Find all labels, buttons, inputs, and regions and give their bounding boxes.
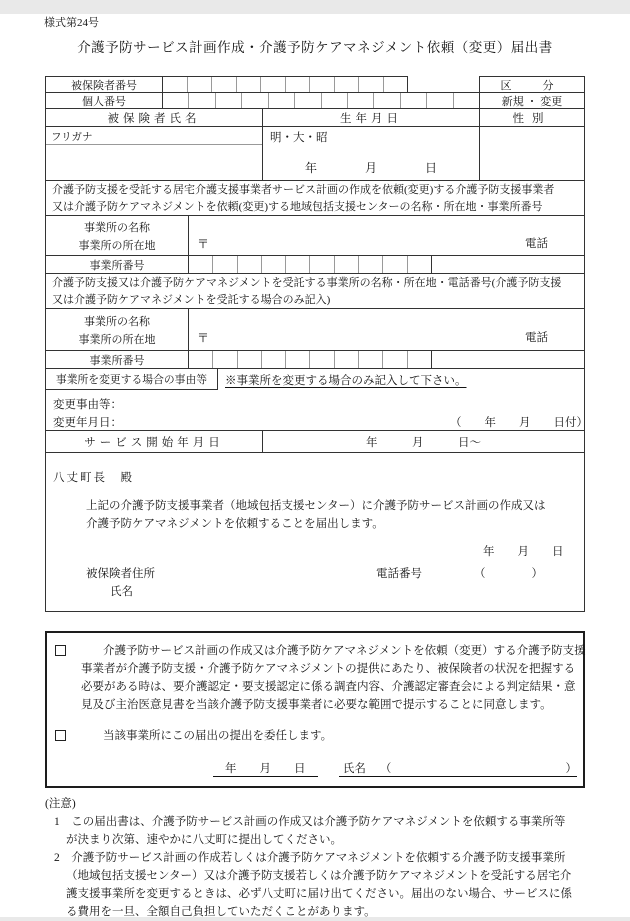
row-gap bbox=[408, 76, 479, 92]
section1-note-row bbox=[46, 181, 584, 216]
change-reason-label: 事業所を変更する場合の事由等 bbox=[46, 369, 218, 390]
signature-blank[interactable] bbox=[391, 760, 565, 776]
checkbox-column bbox=[55, 727, 81, 745]
insured-number-box bbox=[45, 76, 408, 92]
phone-label: 電話 bbox=[525, 332, 548, 344]
digit-cell[interactable] bbox=[322, 93, 348, 108]
digit-cell[interactable] bbox=[408, 256, 431, 273]
name-cell bbox=[46, 127, 263, 180]
personal-number-label: 個人番号 bbox=[46, 93, 163, 108]
declaration-line2: 介護予防ケアマネジメントを依頼することを届出します。 bbox=[86, 518, 384, 530]
digit-cell[interactable] bbox=[238, 256, 262, 273]
office2-number-cells bbox=[189, 351, 432, 368]
office-name-label: 事業所の名称 bbox=[84, 315, 150, 328]
personal-number-cells bbox=[163, 93, 480, 108]
section2-note bbox=[46, 274, 566, 308]
digit-cell[interactable] bbox=[163, 77, 188, 92]
consent-line: 事業者が介護予防支援・介護予防ケアマネジメントの提供にあたり、被保険者の状況を把握する bbox=[81, 663, 576, 675]
declaration-line1: 上記の介護予防支援事業者（地域包括支援センター）に介護予防サービス計画の作成又は bbox=[86, 500, 546, 512]
office-address-label: 事業所の所在地 bbox=[78, 239, 156, 252]
digit-cell[interactable] bbox=[189, 256, 213, 273]
office-address-label: 事業所の所在地 bbox=[78, 333, 156, 346]
section1-note bbox=[46, 181, 559, 215]
service-start-label: サービス開始年月日 bbox=[46, 431, 263, 452]
digit-cell[interactable] bbox=[189, 351, 213, 368]
change-reason-row bbox=[46, 369, 588, 431]
phone-label: 電話 bbox=[525, 238, 548, 250]
digit-cell[interactable] bbox=[212, 77, 237, 92]
person-detail-row bbox=[46, 127, 584, 181]
page-title: 介護予防サービス計画作成・介護予防ケアマネジメント依頼（変更）届出書 bbox=[77, 40, 553, 55]
birth-ymd-placeholder: 年 月 日 bbox=[304, 161, 437, 175]
birthdate-header: 生年月日 bbox=[263, 109, 480, 126]
digit-cell[interactable] bbox=[427, 93, 453, 108]
section1-note-line2: 又は介護予防ケアマネジメントを依頼(変更)する地域包括支援センターの名称・所在地・事業所番号 bbox=[52, 200, 543, 213]
digit-cell[interactable] bbox=[163, 93, 189, 108]
digit-cell[interactable] bbox=[348, 93, 374, 108]
digit-cell[interactable] bbox=[454, 93, 479, 108]
consent-item-2-text bbox=[81, 727, 577, 745]
paren-open: （ bbox=[379, 763, 392, 775]
digit-cell[interactable] bbox=[242, 93, 268, 108]
checkbox-column bbox=[55, 642, 81, 714]
name-field[interactable] bbox=[46, 145, 262, 180]
section1-note-line1: 介護予防支援を受託する居宅介護支援事業者サービス計画の作成を依頼(変更)する介護予防支援事業者 bbox=[52, 184, 555, 196]
signature-name-field[interactable] bbox=[339, 760, 577, 777]
empty-cell bbox=[432, 351, 584, 368]
consent-item-1 bbox=[55, 642, 586, 714]
category-label: 区 分 bbox=[479, 76, 585, 92]
consent-signature-line bbox=[213, 760, 577, 777]
gender-field[interactable] bbox=[480, 127, 584, 180]
office2-labels bbox=[46, 309, 189, 350]
digit-cell[interactable] bbox=[310, 351, 334, 368]
digit-cell[interactable] bbox=[384, 77, 408, 92]
digit-cell[interactable] bbox=[359, 77, 384, 92]
change-date-field[interactable]: 変更年月日： bbox=[53, 417, 122, 429]
notes-section bbox=[45, 795, 590, 921]
service-start-row bbox=[46, 431, 584, 453]
office2-entry-area[interactable] bbox=[189, 309, 584, 350]
furigana-field[interactable]: フリガナ bbox=[46, 127, 262, 145]
paren-close: ） bbox=[565, 763, 577, 775]
section2-note-line2: 又は介護予防ケアマネジメントを受託する場合のみ記入) bbox=[52, 293, 331, 306]
era-options[interactable]: 明・大・昭 bbox=[270, 132, 328, 144]
personal-number-row bbox=[46, 93, 584, 109]
office-name-label: 事業所の名称 bbox=[84, 221, 150, 234]
digit-cell[interactable] bbox=[188, 77, 213, 92]
category-selector[interactable]: 新規 ・ 変更 bbox=[501, 95, 563, 108]
consent-item-1-text bbox=[81, 642, 586, 714]
digit-cell[interactable] bbox=[335, 77, 360, 92]
insured-address-field[interactable]: 被保険者住所 bbox=[86, 568, 155, 580]
empty-cell bbox=[432, 256, 584, 273]
digit-cell[interactable] bbox=[295, 93, 321, 108]
change-only-note: ※事業所を変更する場合のみ記入して下さい。 bbox=[225, 375, 467, 387]
postal-mark-icon: 〒 bbox=[197, 237, 210, 251]
digit-cell[interactable] bbox=[238, 351, 262, 368]
phone-number-label: 電話番号 bbox=[376, 568, 422, 580]
digit-cell[interactable] bbox=[286, 351, 310, 368]
office2-number-row bbox=[46, 351, 584, 369]
declaration-date-field[interactable]: 年 月 日 bbox=[483, 546, 564, 558]
insured-name-header: 被保険者氏名 bbox=[46, 109, 263, 126]
service-start-field[interactable]: 年 月 日～ bbox=[366, 436, 481, 449]
digit-cell[interactable] bbox=[213, 351, 237, 368]
office1-number-row bbox=[46, 256, 584, 274]
notes-title: (注意) bbox=[45, 798, 76, 810]
digit-cell[interactable] bbox=[237, 77, 262, 92]
digit-cell[interactable] bbox=[408, 351, 431, 368]
office2-name-address-row bbox=[46, 309, 584, 351]
consent-checkbox-icon[interactable] bbox=[55, 645, 66, 656]
postal-mark-icon: 〒 bbox=[197, 331, 210, 345]
digit-cell[interactable] bbox=[359, 256, 383, 273]
digit-cell[interactable] bbox=[262, 351, 286, 368]
note-line: 1 この届出書は、介護予防サービス計画の作成又は介護予防ケアマネジメントを依頼する事業所等 bbox=[54, 816, 566, 828]
digit-cell[interactable] bbox=[189, 93, 215, 108]
digit-cell[interactable] bbox=[286, 77, 311, 92]
digit-cell[interactable] bbox=[269, 93, 295, 108]
delegate-checkbox-icon[interactable] bbox=[55, 730, 66, 741]
digit-cell[interactable] bbox=[261, 77, 286, 92]
insured-name-sign-field[interactable]: 氏名 bbox=[110, 586, 133, 598]
office-number-label: 事業所番号 bbox=[46, 256, 189, 273]
digit-cell[interactable] bbox=[310, 256, 334, 273]
digit-cell[interactable] bbox=[286, 256, 310, 273]
digit-cell[interactable] bbox=[335, 256, 359, 273]
digit-cell[interactable] bbox=[216, 93, 242, 108]
note-line: 護支援事業所を変更するときは、必ず八丈町に届け出てください。届出のない場合、サービスに係 bbox=[66, 888, 572, 900]
consent-item-2 bbox=[55, 727, 577, 745]
digit-cell[interactable] bbox=[213, 256, 237, 273]
signature-date-field[interactable]: 年 月 日 bbox=[213, 760, 318, 777]
gender-header: 性別 bbox=[512, 112, 552, 125]
insured-number-cells bbox=[163, 77, 407, 92]
change-reason-field[interactable]: 変更事由等： bbox=[53, 399, 122, 411]
addressee: 八丈町長 殿 bbox=[53, 472, 134, 484]
consent-box bbox=[45, 631, 585, 788]
person-header-row bbox=[46, 109, 584, 127]
main-form-table bbox=[45, 76, 588, 612]
insured-number-row bbox=[45, 76, 585, 92]
insured-number-label: 被保険者番号 bbox=[46, 77, 163, 92]
change-date-suffix: （ 年 月 日付） bbox=[450, 417, 588, 429]
birthdate-field[interactable] bbox=[263, 127, 480, 180]
declaration-block bbox=[46, 453, 584, 611]
form-grid bbox=[45, 92, 588, 612]
section2-note-line1: 介護予防支援又は介護予防ケアマネジメントを受託する事業所の名称・所在地・電話番号(介護予防支援 bbox=[52, 277, 562, 289]
note-line: 2 介護予防サービス計画の作成若しくは介護予防ケアマネジメントを依頼する介護予防支援事業所 bbox=[54, 852, 566, 864]
office1-name-address-row bbox=[46, 216, 584, 256]
office-number-label: 事業所番号 bbox=[46, 351, 189, 368]
office1-entry-area[interactable] bbox=[189, 216, 584, 255]
signature-name-label: 氏名 bbox=[342, 763, 366, 775]
phone-number-field[interactable]: （ ） bbox=[474, 568, 543, 580]
note-line: が決まり次第、速やかに八丈町に提出してください。 bbox=[66, 834, 342, 846]
form-number: 様式第24号 bbox=[44, 17, 99, 29]
section2-note-row bbox=[46, 274, 584, 309]
office1-number-cells bbox=[189, 256, 432, 273]
digit-cell[interactable] bbox=[335, 351, 359, 368]
digit-cell[interactable] bbox=[383, 256, 407, 273]
digit-cell[interactable] bbox=[383, 351, 407, 368]
note-line: る費用を一旦、全額自己負担していただくことがあります。 bbox=[66, 906, 376, 918]
consent-line: 必要がある時は、要介護認定・要支援認定に係る調査内容、介護認定審査会による判定結果・意 bbox=[81, 681, 576, 693]
form-page bbox=[0, 14, 630, 917]
digit-cell[interactable] bbox=[310, 77, 335, 92]
office1-labels bbox=[46, 216, 189, 255]
consent-line: 見及び主治医意見書を当該介護予防支援事業者に必要な範囲で提示することに同意します。 bbox=[81, 699, 552, 711]
digit-cell[interactable] bbox=[359, 351, 383, 368]
consent-line: 当該事業所にこの届出の提出を委任します。 bbox=[103, 730, 333, 742]
consent-line: 介護予防サービス計画の作成又は介護予防ケアマネジメントを依頼（変更）する介護予防支援 bbox=[103, 645, 586, 657]
note-line: （地域包括支援センター）又は介護予防支援若しくは介護予防ケアマネジメントを受託する居宅介 bbox=[66, 870, 572, 882]
digit-cell[interactable] bbox=[262, 256, 286, 273]
digit-cell[interactable] bbox=[374, 93, 400, 108]
digit-cell[interactable] bbox=[401, 93, 427, 108]
